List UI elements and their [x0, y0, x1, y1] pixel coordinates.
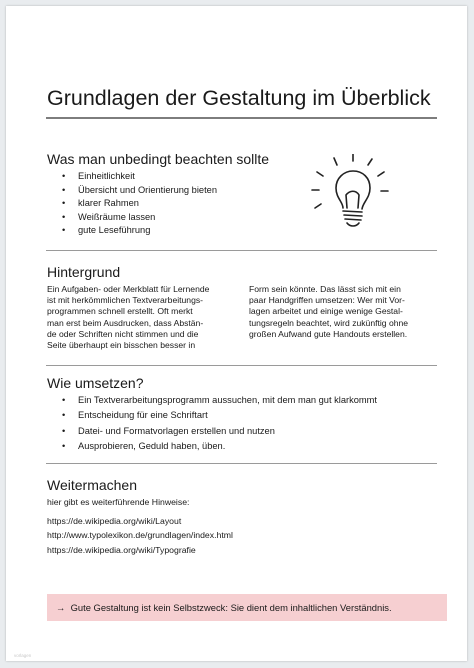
highlight-note: [47, 594, 447, 621]
section-divider: [46, 250, 437, 251]
list-item: • Entscheidung für eine Schriftart: [62, 408, 377, 423]
text-line: lagen arbeitet und einige wenige Gestal-: [249, 306, 403, 317]
text-line: de oder Schriften nicht stimmen und die: [47, 328, 199, 339]
text-line: tungsregeln beachtet, wird zukünftig ohne: [249, 317, 409, 328]
link-typolexikon[interactable]: http://www.typolexikon.de/grundlagen/index.html: [47, 530, 233, 540]
section-heading-umsetzen: Wie umsetzen?: [47, 375, 144, 391]
text-line: Form sein könnte. Das lässt sich mit ein: [249, 284, 401, 294]
document-page: [6, 6, 467, 661]
list-item: • gute Leseführung: [62, 224, 217, 238]
text-line: man erst beim Ausdrucken, dass Abstän-: [47, 317, 204, 328]
page-title: Grundlagen der Gestaltung im Überblick: [47, 86, 431, 110]
section-heading-hintergrund: Hintergrund: [47, 264, 121, 280]
section-divider: [46, 365, 437, 366]
text-line: Seite überhaupt ein bisschen besser in: [47, 340, 196, 351]
section-heading-beachten: Was man unbedingt beachten sollte: [47, 151, 270, 167]
list-item: • klarer Rahmen: [62, 197, 217, 211]
footer-watermark: vorlagen: [14, 653, 32, 658]
list-item: • Übersicht und Orientierung bieten: [62, 184, 217, 198]
text-line: großen Aufwand gute Handouts erstellen.: [249, 328, 408, 339]
background-text-column-1: [47, 284, 209, 351]
links-intro: hier gibt es weiterführende Hinweise:: [47, 497, 190, 507]
checklist: [62, 170, 217, 238]
link-layout[interactable]: https://de.wikipedia.org/wiki/Layout: [47, 516, 182, 526]
section-divider: [46, 463, 437, 464]
list-item: • Datei- und Formatvorlagen erstellen und nutzen: [62, 424, 377, 439]
list-item: • Weißräume lassen: [62, 211, 217, 225]
lightbulb-icon: [310, 154, 390, 234]
steps-list: [62, 393, 377, 455]
text-line: paar Handgriffen umsetzen: Wer mit Vor-: [249, 295, 405, 306]
list-item: • Ausprobieren, Geduld haben, üben.: [62, 439, 377, 454]
link-typografie[interactable]: https://de.wikipedia.org/wiki/Typografie: [47, 545, 196, 555]
note-text: Gute Gestaltung ist kein Selbstzweck: Sie dient dem inhaltlichen Verständnis.: [70, 602, 392, 613]
background-text-column-2: [249, 284, 408, 340]
list-item: • Ein Textverarbeitungsprogramm aussuchen, mit dem man gut klarkommt: [62, 393, 377, 408]
section-heading-weitermachen: Weitermachen: [47, 477, 138, 493]
text-line: Ein Aufgaben- oder Merkblatt für Lernende: [47, 284, 210, 294]
title-rule: [46, 117, 437, 119]
text-line: programmen schnell erstellt. Oft merkt: [47, 306, 193, 317]
text-line: ist mit herkömmlichen Textverarbeitungs-: [47, 295, 204, 306]
arrow-right-icon: →: [56, 602, 66, 613]
list-item: • Einheitlichkeit: [62, 170, 217, 184]
